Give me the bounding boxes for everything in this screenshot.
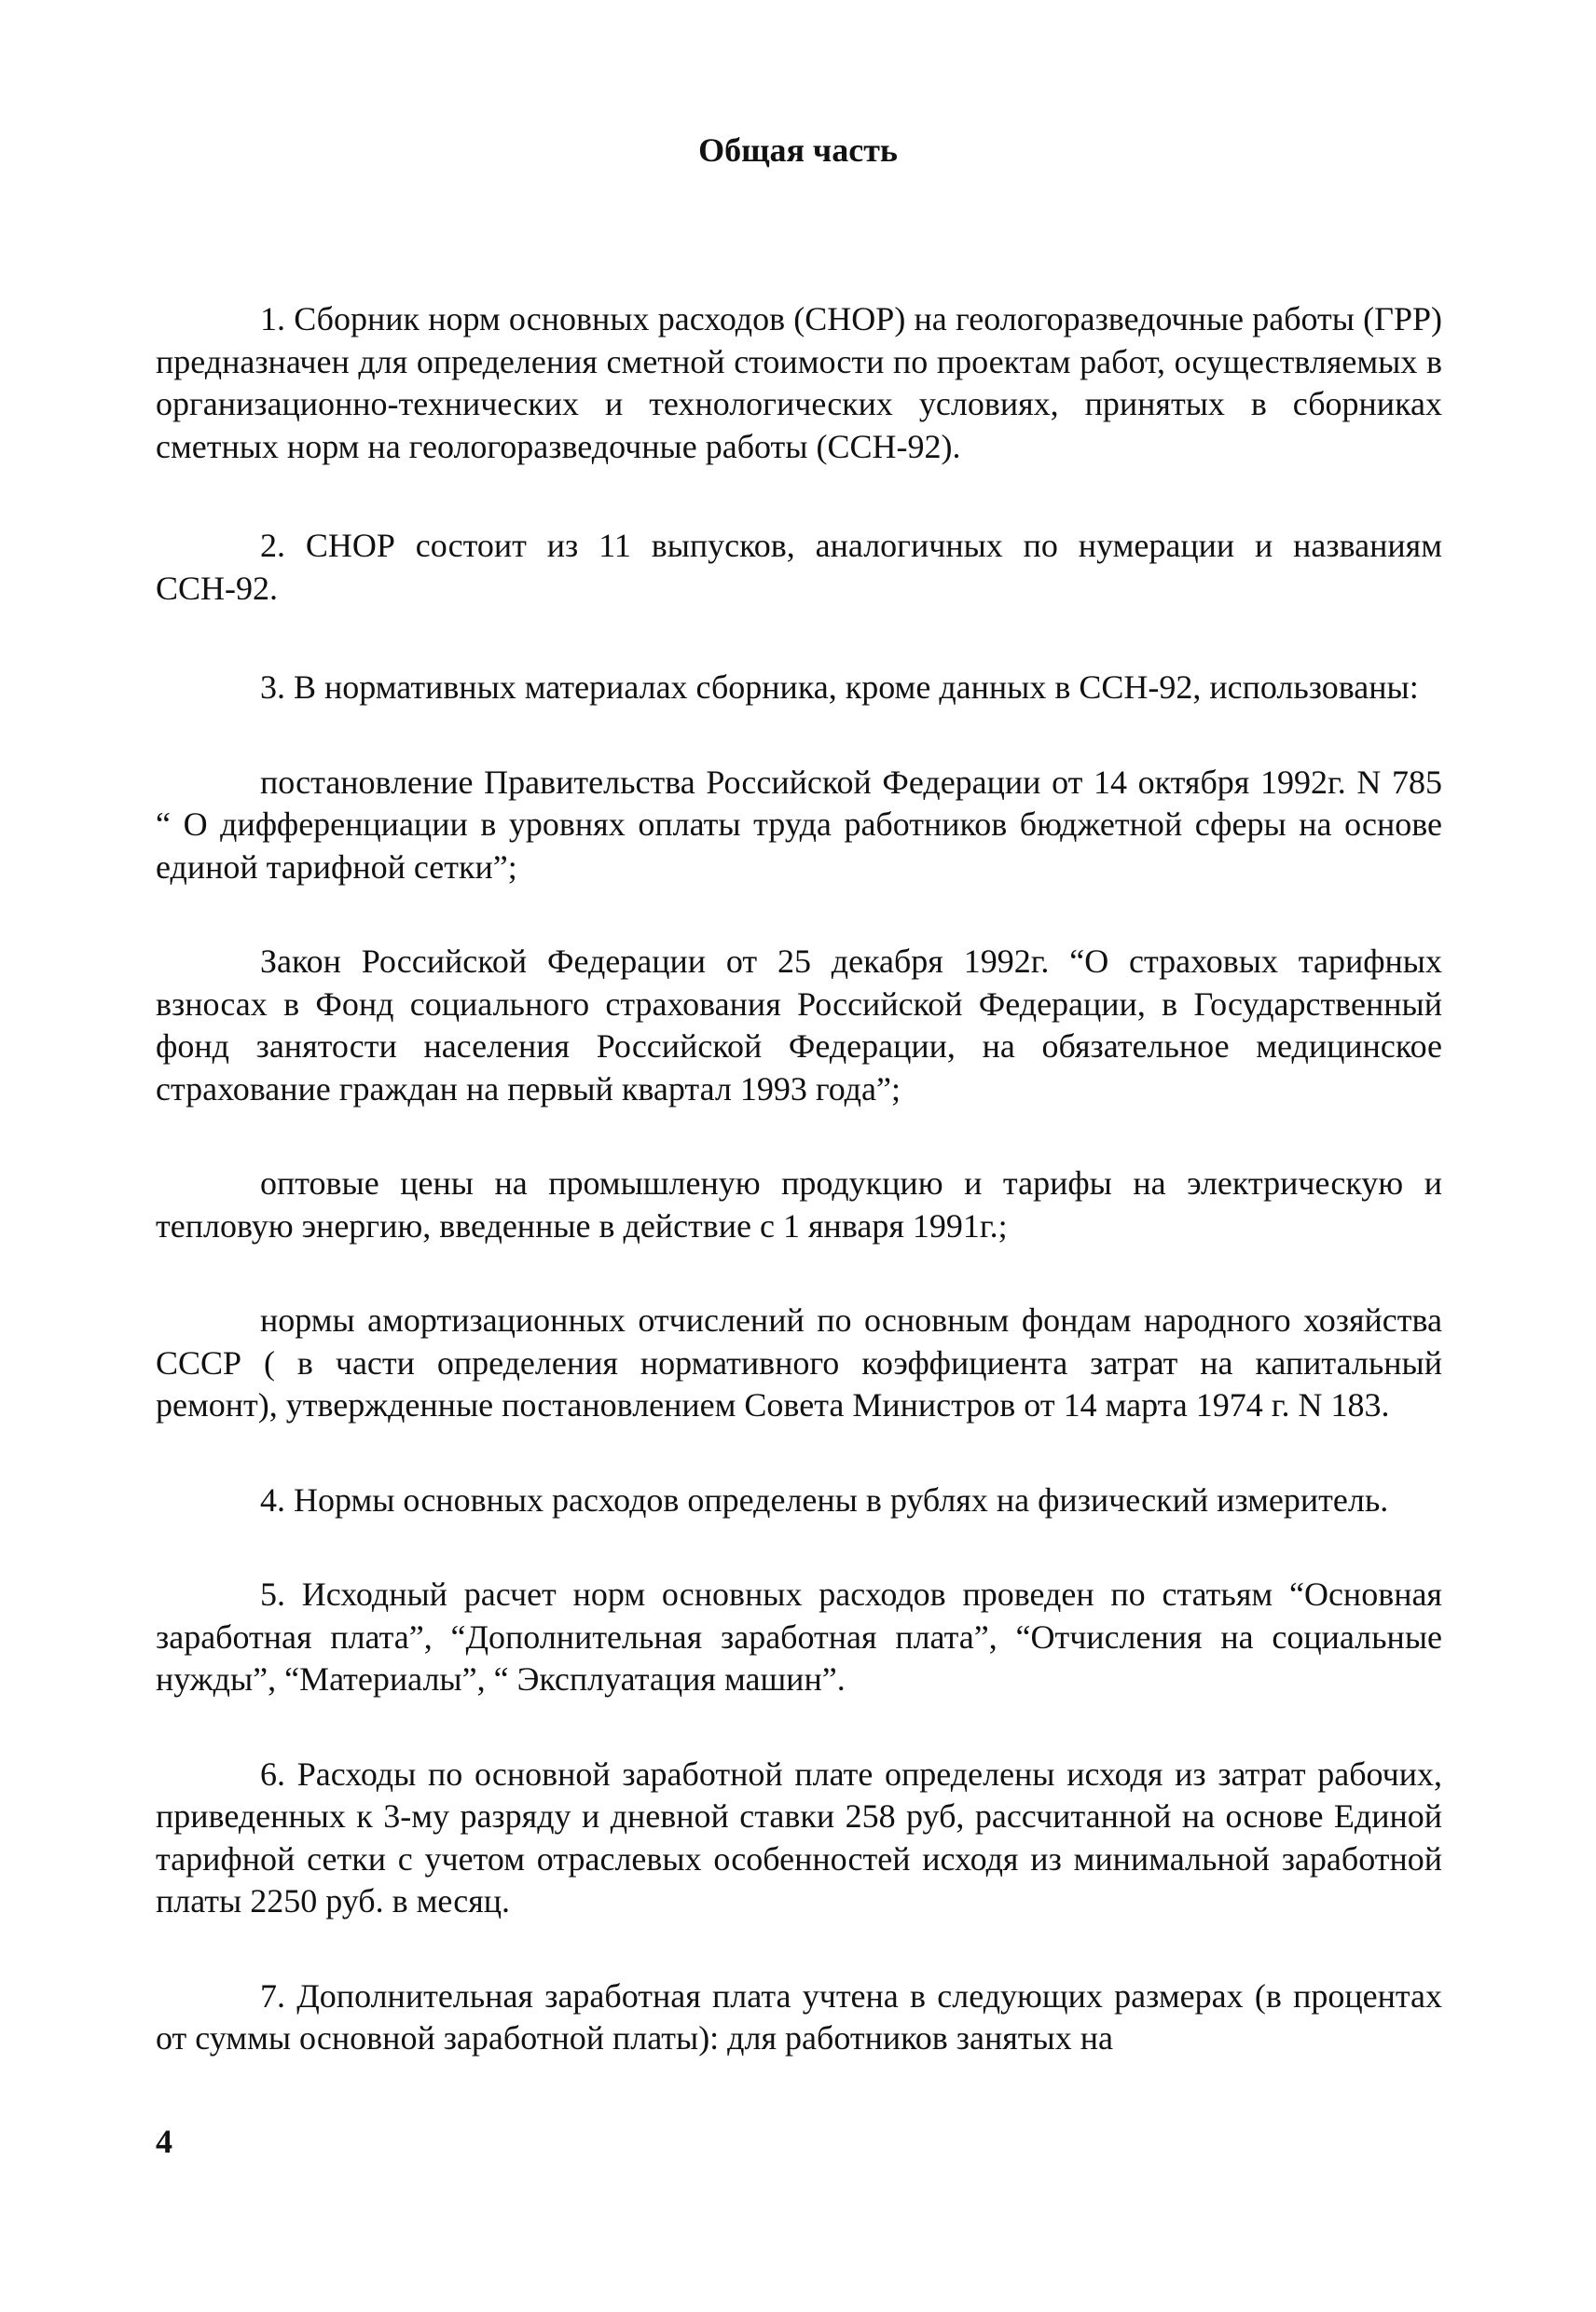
paragraph-3: 3. В нормативных материалах сборника, кроме данных в ССН-92, использованы: — [260, 668, 1419, 706]
paragraph-3-item-2: Закон Российской Федерации от 25 декабря 1992г. “О страховых тарифных взносах в Фонд социального страхования Российской Федерации, в Государственный фонд занятости населения Российской Федерации, на обязательное медицинское страхование граждан на первый квартал 1993 года”; — [156, 943, 1442, 1108]
paragraph-2: 2. СНОР состоит из 11 выпусков, аналогичных по нумерации и названиям ССН-92. — [156, 527, 1442, 607]
paragraph-6: 6. Расходы по основной заработной плате определены исходя из затрат рабочих, приведенных к 3-му разряду и дневной ставки 258 руб, рассчитанной на основе Единой тарифной сетки с учетом отраслевых особенностей исходя из минимальной заработной платы 2250 руб. в месяц. — [156, 1755, 1442, 1920]
paragraph-3-item-1: постановление Правительства Российской Федерации от 14 октября 1992г. N 785 “ О дифференциации в уровнях оплаты труда работников бюджетной сферы на основе единой тарифной сетки”; — [156, 763, 1442, 886]
section-title: Общая часть — [698, 131, 898, 169]
paragraph-3-item-4: нормы амортизационных отчислений по основным фондам народного хозяйства СССР ( в части определения нормативного коэффициента затрат на капитальный ремонт), утвержденные постановлением Совета Министров от 14 марта 1974 г. N 183. — [156, 1301, 1442, 1424]
paragraph-5: 5. Исходный расчет норм основных расходов проведен по статьям “Основная заработная плата”, “Дополнительная заработная плата”, “Отчисления на социальные нужды”, “Материалы”, “ Эксплуатация машин”. — [156, 1576, 1442, 1698]
paragraph-4: 4. Нормы основных расходов определены в рублях на физический измеритель. — [260, 1480, 1389, 1519]
body-text — [156, 298, 1442, 2060]
paragraph-1: 1. Сборник норм основных расходов (СНОР) на геологоразведочные работы (ГРР) предназначен для определения сметной стоимости по проектам работ, осуществляемых в организационно-технических и технологических условиях, принятых в сборниках сметных норм на геологоразведочные работы (ССН-92). — [156, 300, 1442, 465]
paragraph-3-item-3: оптовые цены на промышленую продукцию и тарифы на электрическую и тепловую энергию, введенные в действие с 1 января 1991г.; — [156, 1164, 1442, 1245]
paragraph-7: 7. Дополнительная заработная плата учтена в следующих размерах (в процентах от суммы основной заработной платы): для работников занятых на — [156, 1976, 1442, 2057]
page-number: 4 — [156, 2123, 172, 2160]
